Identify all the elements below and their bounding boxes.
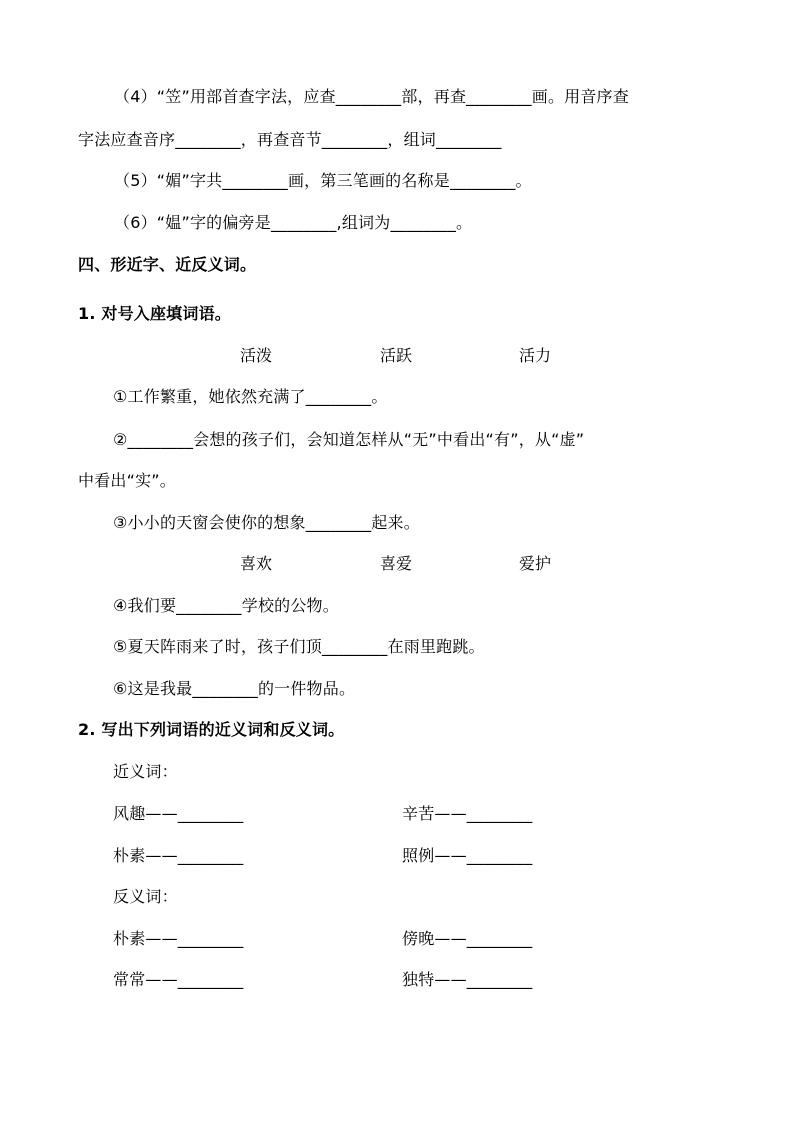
sentence-5: ⑤夏天阵雨来了时，孩子们顶________在雨里跑跳。: [113, 637, 485, 656]
antonym-item: 常常——________: [113, 970, 244, 989]
question-5: （5）“媚”字共________画，第三笔画的名称是________。: [114, 171, 532, 190]
question-4-line-2: 字法应查音序________，再查音节________，组词________: [78, 130, 502, 149]
question-4-line-1: （4）“笠”用部首查字法，应查________部，再查________画。用音序查: [114, 87, 629, 106]
synonym-item: 风趣——________: [113, 804, 244, 823]
synonym-item: 朴素——________: [113, 846, 244, 865]
section-4-heading: 四、形近字、近反义词。: [78, 255, 257, 274]
word-option: 喜欢: [240, 554, 273, 573]
sentence-1: ①工作繁重，她依然充满了________。: [113, 387, 388, 406]
question-6: （6）“媪”字的偏旁是________,组词为________。: [114, 213, 473, 232]
word-option: 活力: [519, 346, 552, 365]
antonym-item: 傍晚——________: [402, 929, 533, 948]
antonym-item: 独特——________: [402, 970, 533, 989]
part-1-heading: 1. 对号入座填词语。: [78, 304, 231, 323]
antonyms-label: 反义词：: [113, 887, 178, 906]
synonyms-label: 近义词：: [113, 762, 178, 781]
synonym-item: 照例——________: [402, 846, 533, 865]
word-option: 爱护: [519, 554, 552, 573]
sentence-2-line-2: 中看出“实”。: [78, 471, 176, 490]
word-option: 活泼: [240, 346, 273, 365]
antonym-item: 朴素——________: [113, 929, 244, 948]
part-2-heading: 2. 写出下列词语的近义词和反义词。: [78, 720, 345, 739]
word-option: 活跃: [380, 346, 413, 365]
sentence-6: ⑥这是我最________的一件物品。: [113, 679, 356, 698]
sentence-2-line-1: ②________会想的孩子们，会知道怎样从“无”中看出“有”，从“虚”: [113, 430, 585, 449]
sentence-3: ③小小的天窗会使你的想象________起来。: [113, 513, 420, 532]
synonym-item: 辛苦——________: [402, 804, 533, 823]
sentence-4: ④我们要________学校的公物。: [113, 596, 339, 615]
word-option: 喜爱: [380, 554, 413, 573]
